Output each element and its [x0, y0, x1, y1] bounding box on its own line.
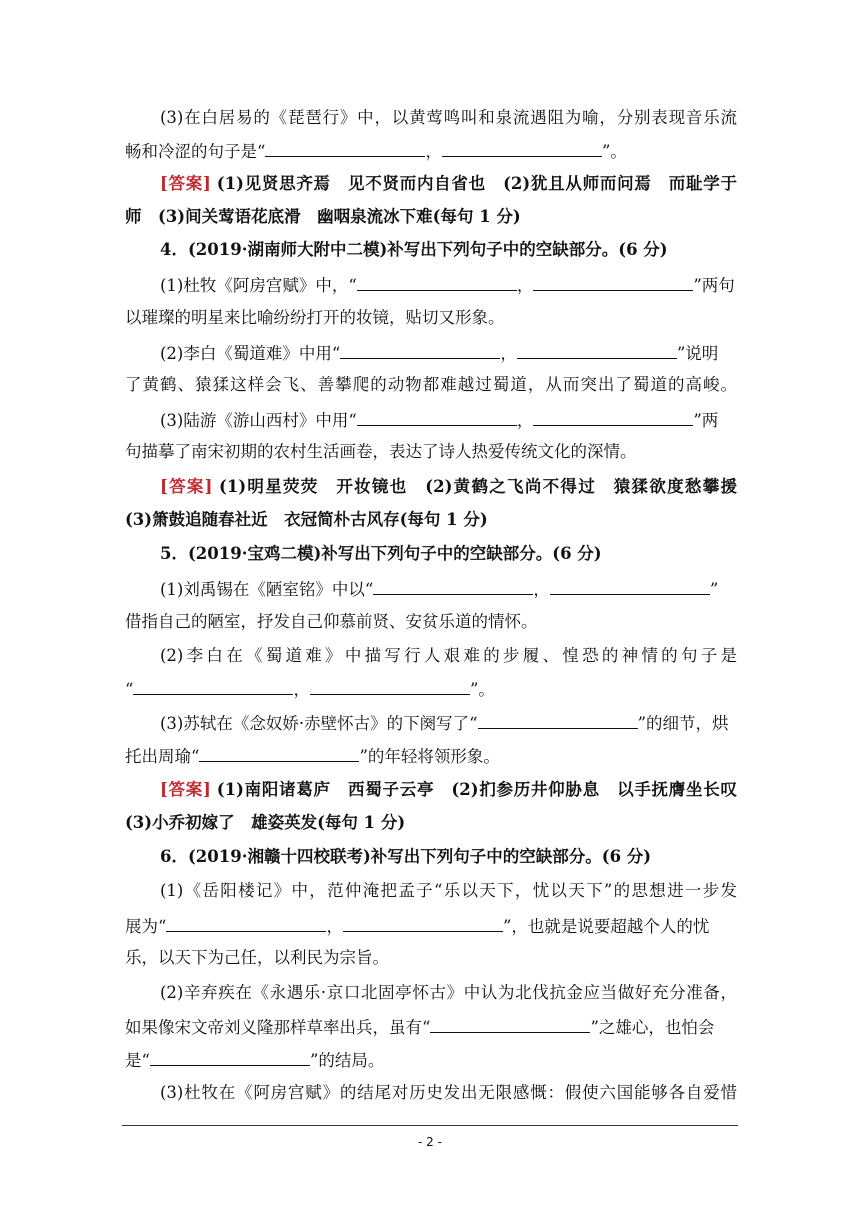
- blank: [357, 272, 517, 291]
- answer-text: (1)南阳诸葛庐 西蜀子云亭 (2)扪参历井仰胁息 以手抚膺坐长叹: [216, 780, 737, 799]
- answer-text: 师 (3)间关莺语花底滑 幽咽泉流冰下难(每句 1 分): [125, 207, 521, 226]
- text: ”，也就是说要超越个人的忧: [502, 917, 710, 936]
- text: ”的结局。: [309, 1051, 385, 1070]
- blank: [533, 272, 693, 291]
- answer-label: [答案]: [160, 174, 211, 193]
- answer-line: [160, 475, 737, 499]
- blank: [150, 1047, 310, 1066]
- blank: [166, 913, 326, 932]
- question-line: [160, 272, 737, 298]
- answer-text: (3)箫鼓追随春社近 衣冠简朴古风存(每句 1 分): [125, 510, 488, 529]
- answer-text: (1)见贤思齐焉 见不贤而内自省也 (2)犹且从师而问焉 而耻学于: [216, 174, 737, 193]
- text: 托出周瑜“: [125, 747, 200, 766]
- question-heading: [160, 845, 737, 869]
- question-line: [125, 440, 737, 464]
- blank: [199, 743, 359, 762]
- text: (2)李白《蜀道难》中用“: [160, 344, 341, 363]
- blank: [442, 138, 602, 157]
- question-line: [125, 743, 737, 769]
- text: (3)陆游《游山西村》中用“: [160, 411, 357, 430]
- question-heading: [160, 542, 737, 566]
- text: ，: [516, 411, 534, 430]
- text: ，: [425, 142, 442, 161]
- blank: [373, 576, 533, 595]
- question-line: [160, 1081, 737, 1105]
- text: ”的年轻将领形象。: [359, 747, 500, 766]
- text: 乐，以天下为己任，以利民为宗旨。: [125, 948, 389, 967]
- blank: [340, 340, 500, 359]
- text: 以璀璨的明星来比喻纷纷打开的妆镜，贴切又形象。: [125, 308, 505, 327]
- blank: [478, 710, 638, 729]
- question-line: [125, 373, 737, 397]
- question-line: [160, 340, 737, 366]
- text: “: [125, 680, 134, 699]
- text: (1)《岳阳楼记》中，范仲淹把孟子“乐以天下，忧以天下”的思想进一步发: [160, 881, 737, 900]
- question-heading: [160, 238, 737, 262]
- text: (2)李白在《蜀道难》中描写行人艰难的步履、惶恐的神情的句子是: [160, 646, 737, 665]
- answer-label: [答案]: [160, 780, 211, 799]
- answer-label: [答案]: [160, 477, 213, 496]
- text: ，: [500, 344, 517, 363]
- answer-line: [125, 811, 737, 835]
- text: ，: [326, 917, 343, 936]
- text: (3)杜牧在《阿房宫赋》的结尾对历史发出无限感慨：假使六国能够各自爱惜: [160, 1083, 737, 1102]
- answer-text: (1)明星荧荧 开妆镜也 (2)黄鹤之飞尚不得过 猿猱欲度愁攀援: [219, 477, 737, 496]
- text: 如果像宋文帝刘义隆那样草率出兵，虽有“: [125, 1018, 431, 1037]
- text: 展为“: [125, 917, 167, 936]
- question-line: [125, 913, 737, 939]
- blank: [343, 913, 503, 932]
- text: 4．(2019·湖南师大附中二模)补写出下列句子中的空缺部分。(6 分): [160, 240, 668, 259]
- text: ，: [516, 276, 534, 295]
- question-line: [160, 106, 737, 130]
- text: ”两: [693, 411, 719, 430]
- question-line: [160, 879, 737, 903]
- text: ，: [533, 580, 550, 599]
- text: ”。: [601, 142, 627, 161]
- question-line: [125, 676, 737, 702]
- answer-line: [125, 205, 737, 229]
- blank: [310, 676, 470, 695]
- text: ”说明: [676, 344, 719, 363]
- text: ”的细节，烘: [637, 714, 729, 733]
- text: (3)苏轼在《念奴娇·赤壁怀古》的下阕写了“: [160, 714, 478, 733]
- answer-line: [160, 778, 737, 802]
- answer-line: [125, 508, 737, 532]
- text: ，: [293, 680, 310, 699]
- text: 畅和冷涩的句子是“: [125, 142, 266, 161]
- question-line: [160, 644, 737, 668]
- footer-divider: [122, 1125, 738, 1126]
- answer-line: [160, 172, 737, 196]
- question-line: [125, 610, 737, 634]
- text: 借指自己的陋室，抒发自己仰慕前贤、安贫乐道的情怀。: [125, 612, 538, 631]
- question-line: [160, 981, 737, 1005]
- answer-text: (3)小乔初嫁了 雄姿英发(每句 1 分): [125, 813, 406, 832]
- question-line: [160, 710, 737, 736]
- question-line: [125, 1047, 737, 1073]
- text: (1)刘禹锡在《陋室铭》中以“: [160, 580, 374, 599]
- text: 句描摹了南宋初期的农村生活画卷，表达了诗人热爱传统文化的深情。: [125, 442, 637, 461]
- blank: [357, 407, 517, 426]
- question-line: [160, 407, 737, 433]
- blank: [533, 407, 693, 426]
- text: ”。: [469, 680, 495, 699]
- text: 5．(2019·宝鸡二模)补写出下列句子中的空缺部分。(6 分): [160, 544, 602, 563]
- blank: [430, 1014, 590, 1033]
- text: 了黄鹤、猿猱这样会飞、善攀爬的动物都难越过蜀道，从而突出了蜀道的高峻。: [125, 375, 737, 394]
- blank: [265, 138, 425, 157]
- text: 是“: [125, 1051, 150, 1070]
- blank: [517, 340, 677, 359]
- question-line: [125, 946, 737, 970]
- text: (3)在白居易的《琵琶行》中，以黄莺鸣叫和泉流遇阻为喻，分别表现音乐流: [160, 108, 737, 127]
- text: ”两句: [693, 276, 735, 295]
- text: (2)辛弃疾在《永遇乐·京口北固亭怀古》中认为北伐抗金应当做好充分准备，: [160, 983, 737, 1002]
- question-line: [125, 138, 737, 164]
- question-line: [125, 1014, 737, 1040]
- blank: [133, 676, 293, 695]
- text: ”: [709, 580, 719, 599]
- question-line: [160, 576, 737, 602]
- blank: [550, 576, 710, 595]
- text: ”之雄心，也怕会: [590, 1018, 715, 1037]
- question-line: [125, 306, 737, 330]
- text: 6．(2019·湘赣十四校联考)补写出下列句子中的空缺部分。(6 分): [160, 847, 652, 866]
- text: (1)杜牧《阿房宫赋》中，“: [160, 276, 357, 295]
- page-number: - 2 -: [418, 1135, 442, 1149]
